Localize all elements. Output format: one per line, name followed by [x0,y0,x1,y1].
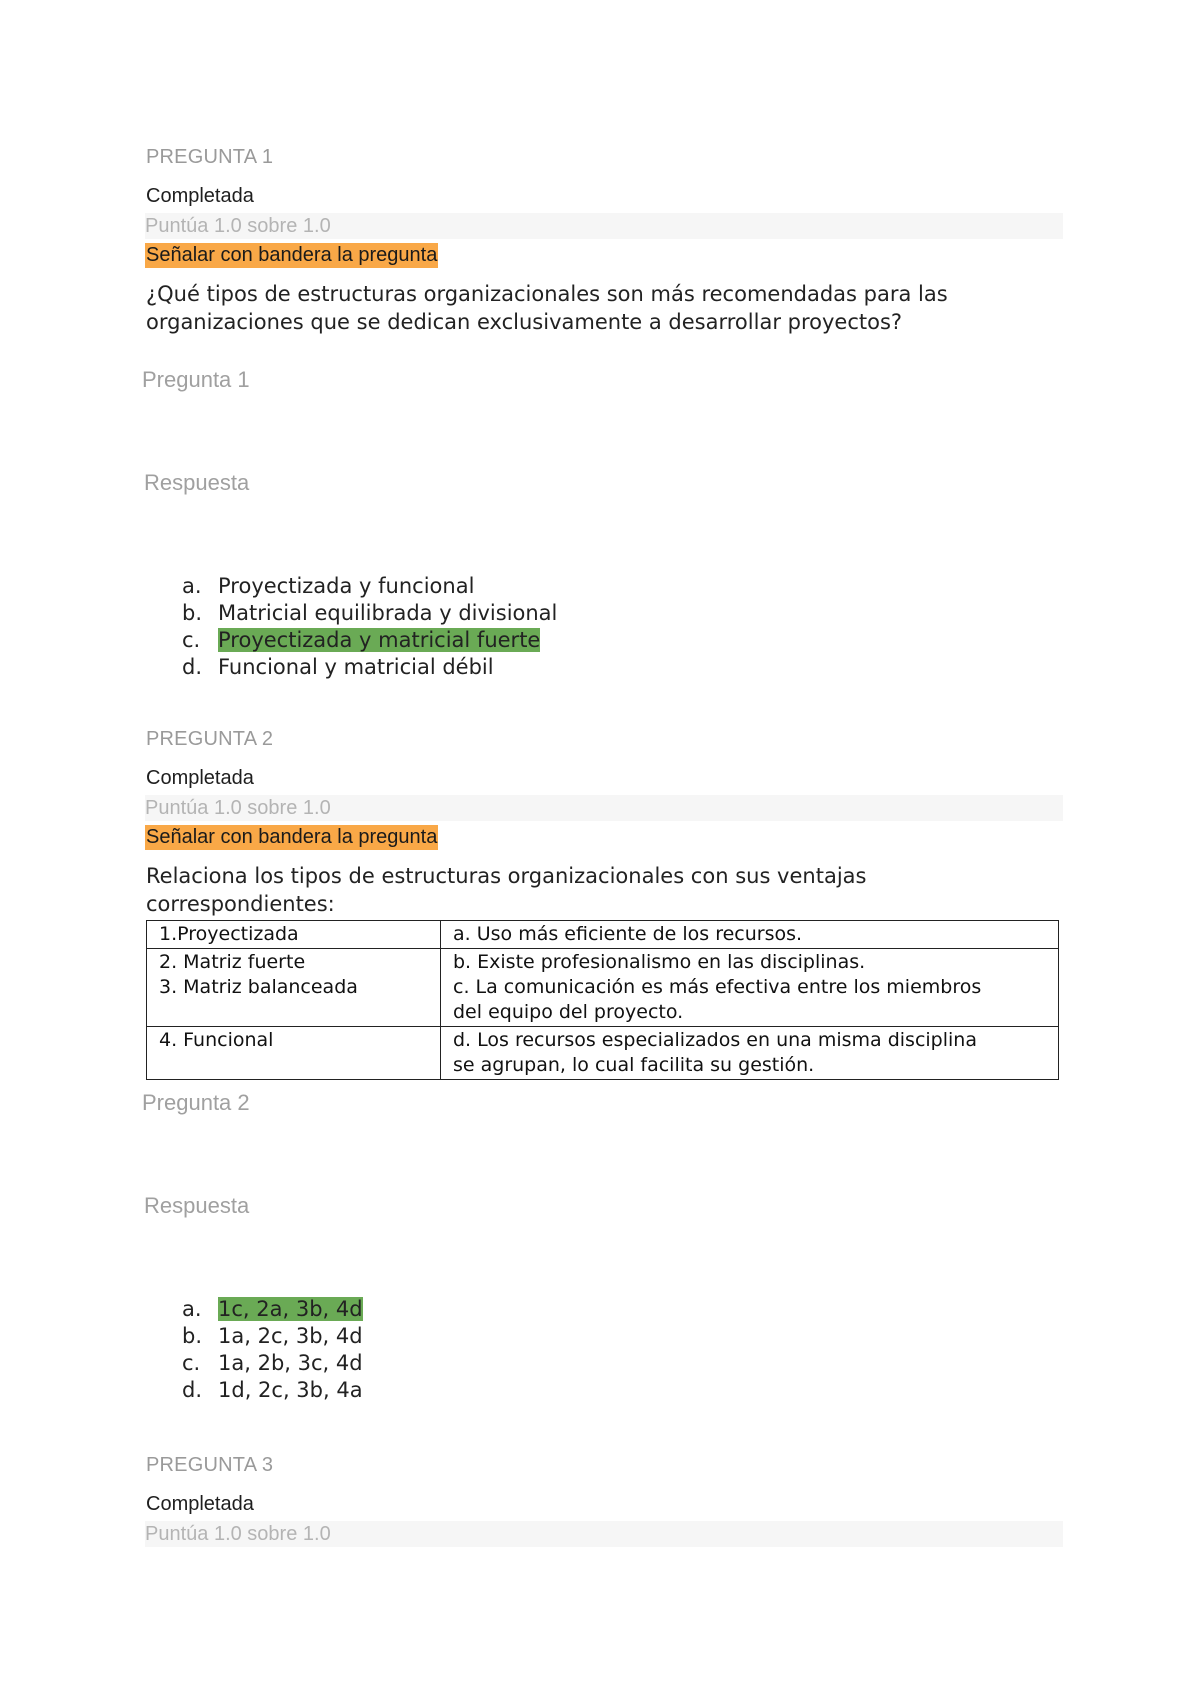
option-text: 1a, 2b, 3c, 4d [218,1351,363,1375]
table-cell: b. Existe profesionalismo en las disciplinas. c. La comunicación es más efectiva entre los miembros del equipo del proyecto. [441,949,1059,1027]
question-text: ¿Qué tipos de estructuras organizacionales son más recomendadas para las organizaciones que se dedican exclusivamente a desarrollar proyectos? [146,282,948,334]
option-text: 1a, 2c, 3b, 4d [218,1324,363,1348]
answer-option-a[interactable]: a. Proyectizada y funcional [182,574,475,598]
flag-question-button[interactable]: Señalar con bandera la pregunta [146,244,438,266]
table-cell: 4. Funcional [147,1027,441,1080]
question-label: Pregunta 2 [142,1090,250,1115]
answer-options [182,1296,363,1404]
option-text: 1d, 2c, 3b, 4a [218,1378,363,1402]
option-text: Proyectizada y funcional [218,574,475,598]
question-number: PREGUNTA 2 [146,728,274,750]
question-grade: Puntúa 1.0 sobre 1.0 [145,797,331,819]
flag-question-button[interactable]: Señalar con bandera la pregunta [146,826,438,848]
table-row [147,949,1059,1027]
answer-option-b[interactable]: b. 1a, 2c, 3b, 4d [182,1324,363,1348]
table-cell: 2. Matriz fuerte 3. Matriz balanceada [147,949,441,1027]
answer-option-d[interactable]: d. 1d, 2c, 3b, 4a [182,1378,363,1402]
answer-option-d[interactable]: d. Funcional y matricial débil [182,655,494,679]
option-text: Funcional y matricial débil [218,655,494,679]
grade-bar [145,213,1063,239]
option-text: Matricial equilibrada y divisional [218,601,558,625]
answer-option-a[interactable]: a. 1c, 2a, 3b, 4d [182,1297,363,1321]
table-row [147,921,1059,949]
table-row [147,1027,1059,1080]
question-number: PREGUNTA 3 [146,1454,274,1476]
option-text-correct: 1c, 2a, 3b, 4d [218,1297,363,1321]
answer-label: Respuesta [144,1193,250,1218]
question-status: Completada [146,1493,254,1515]
question-status: Completada [146,767,254,789]
table-cell: 1.Proyectizada [147,921,441,949]
grade-bar [145,1521,1063,1547]
grade-bar [145,795,1063,821]
answer-option-c[interactable]: c. 1a, 2b, 3c, 4d [182,1351,363,1375]
question-grade: Puntúa 1.0 sobre 1.0 [145,215,331,237]
answer-options [182,573,557,681]
question-number: PREGUNTA 1 [146,146,274,168]
option-text-correct: Proyectizada y matricial fuerte [218,628,541,652]
answer-option-b[interactable]: b. Matricial equilibrada y divisional [182,601,558,625]
answer-label: Respuesta [144,470,250,495]
answer-option-c[interactable]: c. Proyectizada y matricial fuerte [182,628,541,652]
question-status: Completada [146,185,254,207]
table-cell: d. Los recursos especializados en una misma disciplina se agrupan, lo cual facilita su gestión. [441,1027,1059,1080]
question-grade: Puntúa 1.0 sobre 1.0 [145,1523,331,1545]
relation-table [146,920,1059,1080]
question-text: Relaciona los tipos de estructuras organizacionales con sus ventajas correspondientes: [146,864,867,916]
table-cell: a. Uso más eficiente de los recursos. [441,921,1059,949]
question-label: Pregunta 1 [142,367,250,392]
